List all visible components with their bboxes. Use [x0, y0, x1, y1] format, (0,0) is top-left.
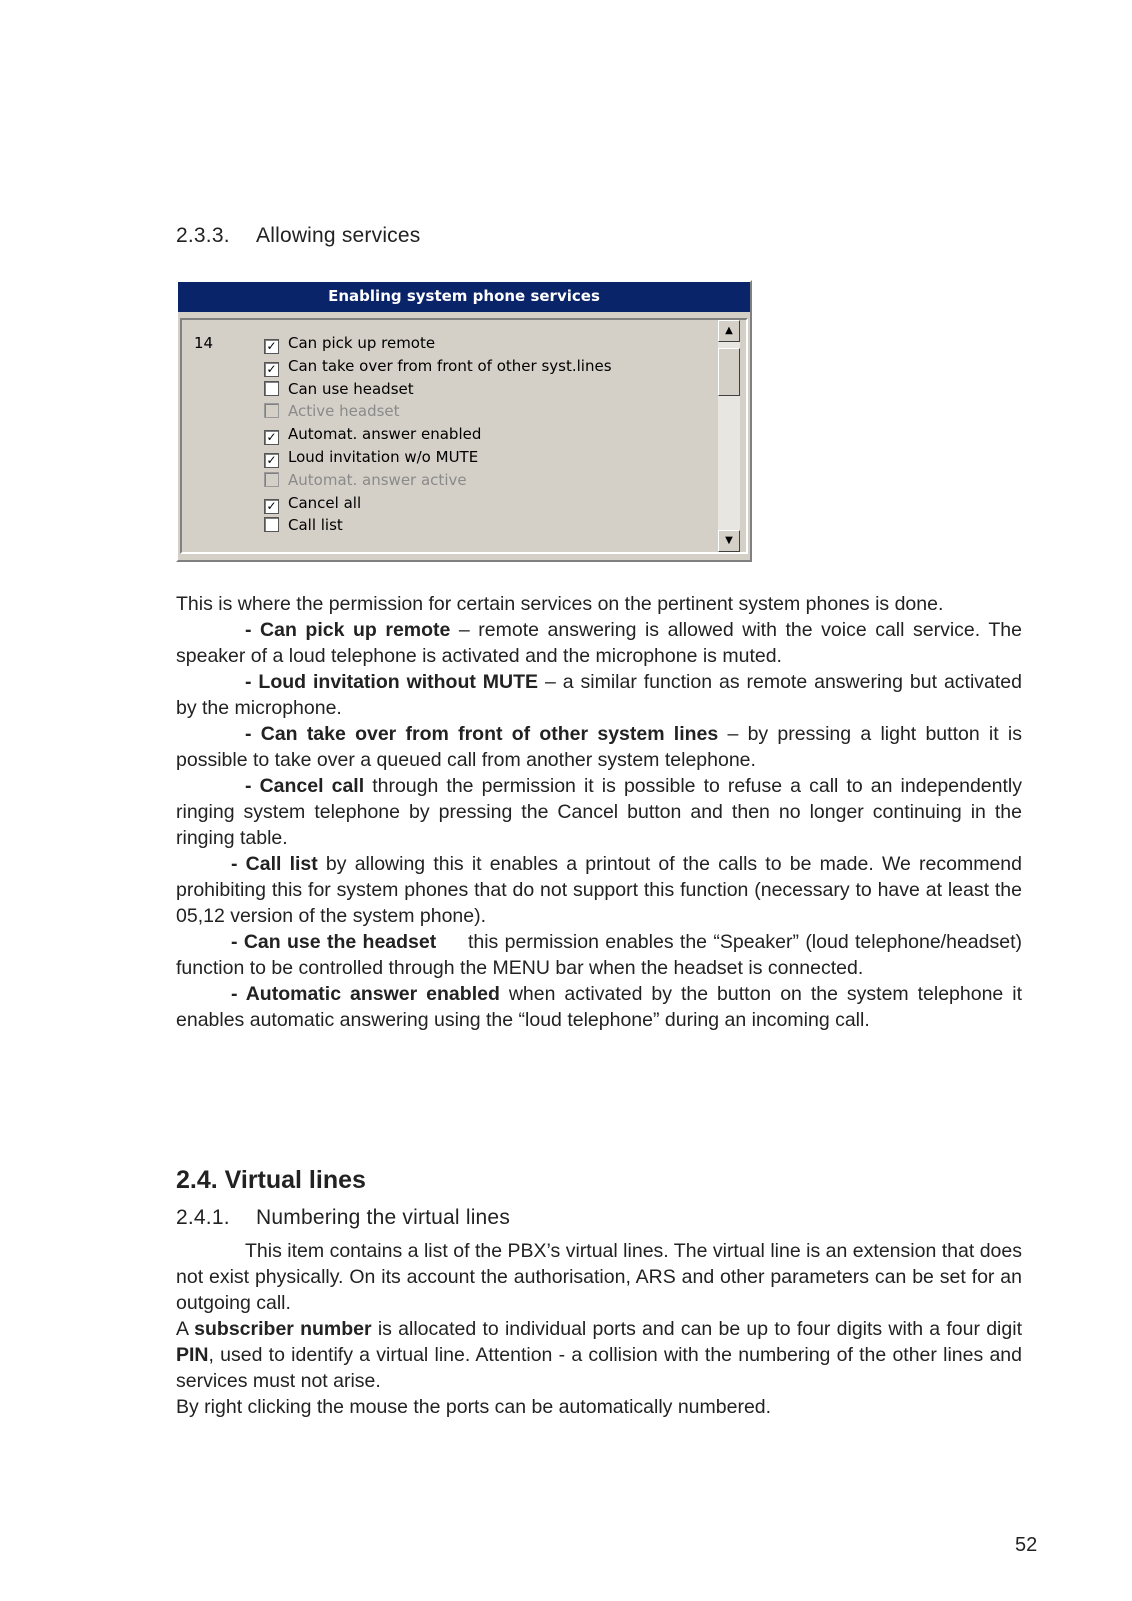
- heading-title: Numbering the virtual lines: [256, 1206, 511, 1229]
- heading-title: Allowing services: [256, 224, 421, 247]
- unchecked-box-icon: [264, 403, 279, 418]
- option-checkbox[interactable]: [264, 380, 414, 400]
- item-cancel-call: - Cancel call through the permission it is possible to refuse a call to an independently ringing system telephone by pressing the Cancel button and then no longer continuing in the ringing table.: [176, 775, 1022, 849]
- option-checkbox[interactable]: [264, 494, 361, 514]
- option-checkbox: [264, 402, 400, 422]
- option-label: Can take over from front of other syst.lines: [288, 356, 612, 375]
- option-label: Call list: [288, 516, 343, 535]
- dialog-list: [180, 318, 748, 554]
- heading-2-4-1: [176, 1206, 510, 1230]
- heading-number: 2.4.1.: [176, 1206, 230, 1229]
- scrollbar[interactable]: [718, 320, 740, 552]
- scroll-up-icon[interactable]: ▲: [718, 320, 740, 342]
- checked-box-icon[interactable]: ✓: [264, 430, 279, 445]
- services-text: [176, 591, 1028, 1033]
- scroll-thumb[interactable]: [718, 348, 740, 396]
- item-call-list: - Call list by allowing this it enables a printout of the calls to be made. We recommend prohibiting this for system phones that do not support this function (necessary to have at least the 05,12 version of the system phone).: [176, 853, 1022, 927]
- checked-box-icon[interactable]: ✓: [264, 362, 279, 377]
- option-label: Loud invitation w/o MUTE: [288, 448, 479, 466]
- option-checkbox: [264, 471, 467, 491]
- option-label: Automat. answer enabled: [288, 425, 482, 444]
- unchecked-box-icon[interactable]: [264, 381, 279, 396]
- scroll-down-icon[interactable]: ▼: [718, 530, 740, 552]
- item-auto-answer: - Automatic answer enabled when activated by the button on the system telephone it enables automatic answering using the “loud telephone” during an incoming call.: [176, 983, 1022, 1031]
- virtual-paragraph-2: A subscriber number is allocated to individual ports and can be up to four digits with a four digit PIN, used to identify a virtual line. Attention - a collision with the numbering of the other lines and services must not arise.: [176, 1318, 1022, 1392]
- checked-box-icon[interactable]: ✓: [264, 339, 279, 354]
- dialog-title: Enabling system phone services: [178, 282, 750, 312]
- unchecked-box-icon: [264, 472, 279, 487]
- item-loud-invitation: - Loud invitation without MUTE – a similar function as remote answering but activated by the microphone.: [176, 671, 1022, 719]
- option-label: Can use headset: [288, 379, 414, 398]
- option-checkbox[interactable]: [264, 357, 612, 377]
- virtual-lines-text: [176, 1238, 1022, 1420]
- checked-box-icon[interactable]: ✓: [264, 499, 279, 514]
- option-checkbox[interactable]: [264, 516, 343, 536]
- item-take-over: - Can take over from front of other system lines – by pressing a light button it is possible to take over a queued call from another system telephone.: [176, 723, 1022, 771]
- virtual-paragraph-1: This item contains a list of the PBX’s virtual lines. The virtual line is an extension that does not exist physically. On its account the authorisation, ARS and other parameters can be set for an outgoing call.: [176, 1240, 1022, 1314]
- option-checkbox[interactable]: [264, 334, 435, 354]
- intro-paragraph: This is where the permission for certain services on the pertinent system phones is done.: [176, 593, 944, 615]
- option-label: Cancel all: [288, 493, 362, 512]
- option-label: Automat. answer active: [288, 470, 467, 489]
- option-label: Can pick up remote: [288, 334, 436, 352]
- unchecked-box-icon[interactable]: [264, 517, 279, 532]
- option-checkbox[interactable]: [264, 425, 481, 445]
- option-label: Active headset: [288, 402, 400, 421]
- item-use-headset: - Can use the headset this permission enables the “Speaker” (loud telephone/headset) function to be controlled through the MENU bar when the headset is connected.: [176, 931, 1028, 979]
- virtual-paragraph-3: By right clicking the mouse the ports can be automatically numbered.: [176, 1396, 772, 1418]
- heading-number: 2.3.3.: [176, 224, 230, 247]
- checked-box-icon[interactable]: ✓: [264, 453, 279, 468]
- heading-2-4: 2.4. Virtual lines: [176, 1166, 366, 1194]
- line-id: 14: [194, 334, 214, 352]
- item-pick-up-remote: - Can pick up remote – remote answering is allowed with the voice call service. The speaker of a loud telephone is activated and the microphone is muted.: [176, 619, 1022, 667]
- page-number: 52: [1015, 1534, 1038, 1556]
- option-checkbox[interactable]: [264, 448, 478, 468]
- heading-2-3-3: [176, 224, 420, 248]
- services-dialog: [176, 280, 752, 562]
